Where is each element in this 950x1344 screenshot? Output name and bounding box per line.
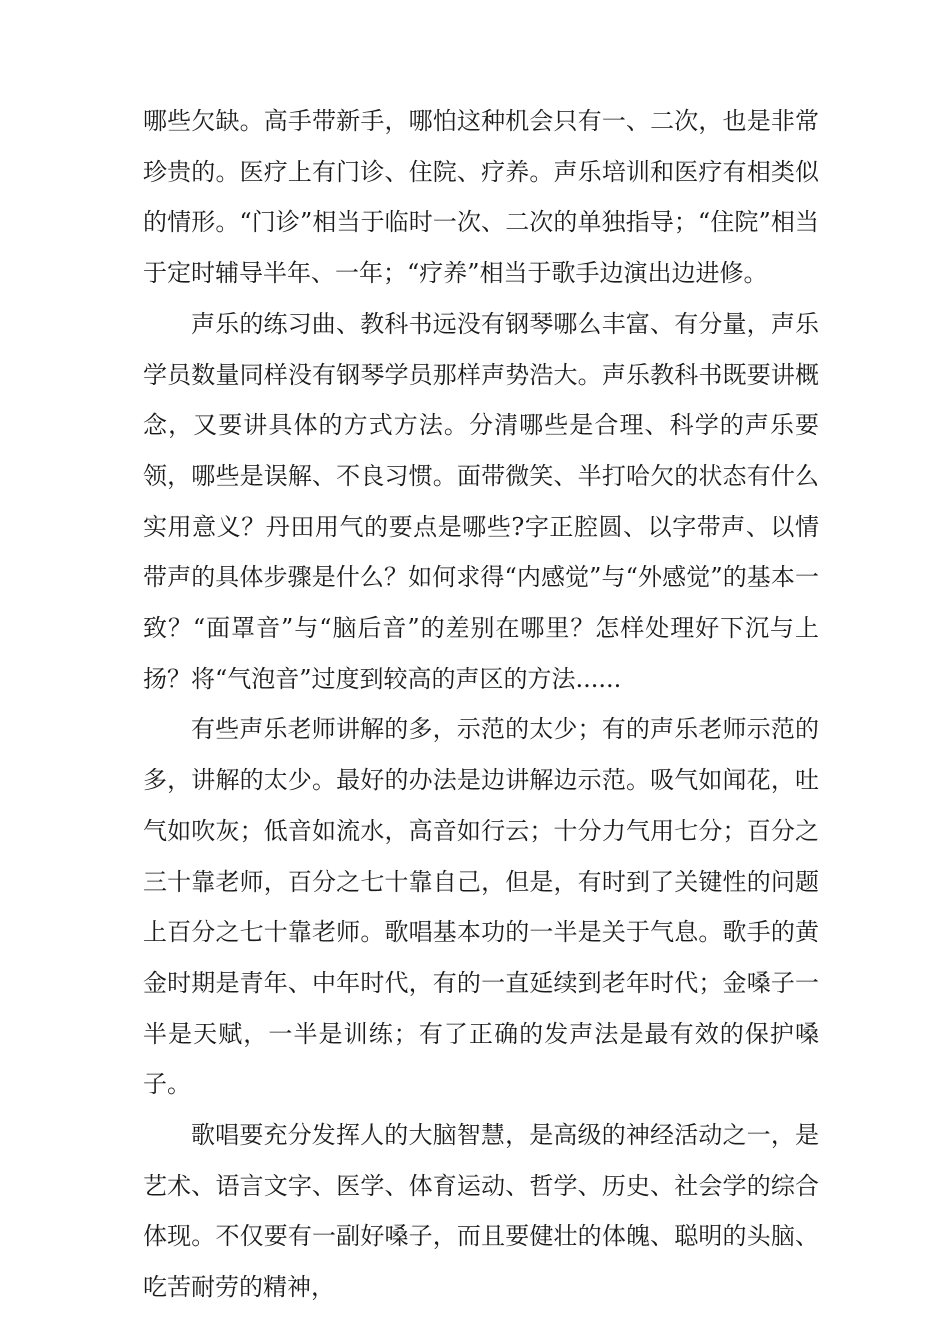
- paragraph-4: 歌唱要充分发挥人的大脑智慧，是高级的神经活动之一，是艺术、语言文字、医学、体育运动、哲学、历史、社会学的综合体现。不仅要有一副好嗓子，而且要健壮的体魄、聪明的头脑、吃苦耐劳的精神，: [143, 1121, 819, 1302]
- paragraph-2: 声乐的练习曲、教科书远没有钢琴哪么丰富、有分量，声乐学员数量同样没有钢琴学员那样声势浩大。声乐教科书既要讲概念，又要讲具体的方式方法。分清哪些是合理、科学的声乐要领，哪些是误解、不良习惯。面带微笑、半打哈欠的状态有什么实用意义？丹田用气的要点是哪些?字正腔圆、以字带声、以情带声的具体步骤是什么？如何求得“内感觉”与“外感觉”的基本一致？“面罩音”与“脑后音”的差别在哪里？怎样处理好下沉与上扬？将“气泡音”过度到较高的声区的方法......: [143, 309, 819, 693]
- paragraph-1: 哪些欠缺。高手带新手，哪怕这种机会只有一、二次，也是非常珍贵的。医疗上有门诊、住院、疗养。声乐培训和医疗有相类似的情形。“门诊”相当于临时一次、二次的单独指导；“住院”相当于定时辅导半年、一年；“疗养”相当于歌手边演出边进修。: [143, 107, 819, 288]
- paragraph-3: 有些声乐老师讲解的多，示范的太少；有的声乐老师示范的多，讲解的太少。最好的办法是边讲解边示范。吸气如闻花，吐气如吹灰；低音如流水，高音如行云；十分力气用七分；百分之三十靠老师，百分之七十靠自己，但是，有时到了关键性的问题上百分之七十靠老师。歌唱基本功的一半是关于气息。歌手的黄金时期是青年、中年时代，有的一直延续到老年时代；金嗓子一半是天赋，一半是训练；有了正确的发声法是最有效的保护嗓子。: [143, 715, 819, 1099]
- document-body: [143, 96, 819, 1313]
